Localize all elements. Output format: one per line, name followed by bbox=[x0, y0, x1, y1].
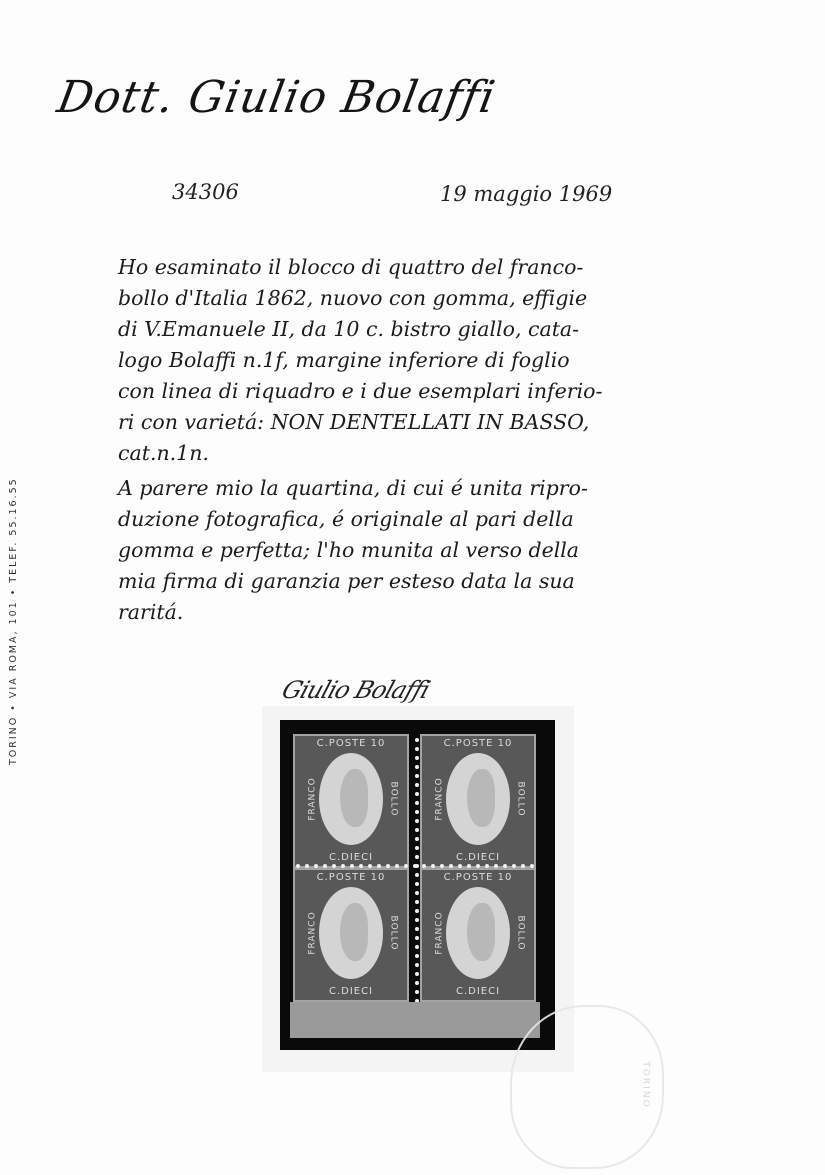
perforation-hole bbox=[314, 864, 318, 868]
perforation-hole bbox=[530, 864, 534, 868]
certificate-number: 34306 bbox=[172, 180, 239, 204]
perforation-hole bbox=[415, 936, 419, 940]
perforation-hole bbox=[415, 927, 419, 931]
perforation-hole bbox=[404, 864, 408, 868]
perforation-hole bbox=[415, 774, 419, 778]
portrait-oval bbox=[319, 753, 383, 845]
stamp-top-text: C.POSTE 10 bbox=[316, 872, 386, 883]
perforation-hole bbox=[415, 954, 419, 958]
text-line: logo Bolaffi n.1f, margine inferiore di foglio bbox=[118, 348, 570, 372]
portrait-oval bbox=[446, 753, 510, 845]
stamp-bottom-text: C.DIECI bbox=[328, 852, 374, 863]
stamp-top-right bbox=[420, 734, 536, 868]
perforation-hole bbox=[440, 864, 444, 868]
perforation-hole bbox=[449, 864, 453, 868]
stamp-top-text: C.POSTE 10 bbox=[443, 872, 513, 883]
sheet-margin-strip bbox=[290, 1002, 540, 1038]
perforation-hole bbox=[415, 918, 419, 922]
perforation-hole bbox=[521, 864, 525, 868]
stamp-bottom-left bbox=[293, 868, 409, 1002]
perforation-hole bbox=[476, 864, 480, 868]
perforation-hole bbox=[368, 864, 372, 868]
perforation-hole bbox=[503, 864, 507, 868]
perforation-hole bbox=[415, 972, 419, 976]
perforation-hole bbox=[467, 864, 471, 868]
opinion-paragraph bbox=[118, 473, 728, 628]
stamp-top-left bbox=[293, 734, 409, 868]
stamp-left-text: FRANCO bbox=[307, 911, 318, 955]
perforation-hole bbox=[415, 783, 419, 787]
perforation-hole bbox=[415, 873, 419, 877]
perforation-hole bbox=[415, 810, 419, 814]
stamp-left-text: FRANCO bbox=[307, 777, 318, 821]
perforation-hole bbox=[415, 855, 419, 859]
letterhead-name: Dott. Giulio Bolaffi bbox=[53, 72, 500, 123]
text-line: cat.n.1n. bbox=[118, 441, 209, 465]
perforation-hole bbox=[415, 990, 419, 994]
perforation-hole bbox=[395, 864, 399, 868]
stamp-bottom-text: C.DIECI bbox=[455, 852, 501, 863]
stamp-left-text: FRANCO bbox=[434, 911, 445, 955]
certificate-date: 19 maggio 1969 bbox=[440, 182, 613, 206]
perforation-hole bbox=[341, 864, 345, 868]
text-line: duzione fotografica, é originale al pari della bbox=[118, 507, 574, 531]
perforation-hole bbox=[415, 792, 419, 796]
stamp-left-text: FRANCO bbox=[434, 777, 445, 821]
perforation-hole bbox=[415, 846, 419, 850]
perforation-hole bbox=[350, 864, 354, 868]
perforation-hole bbox=[415, 738, 419, 742]
perforation-hole bbox=[415, 819, 419, 823]
perforation-hole bbox=[415, 981, 419, 985]
perforation-hole bbox=[431, 864, 435, 868]
stamp-bottom-right bbox=[420, 868, 536, 1002]
perforation-hole bbox=[485, 864, 489, 868]
perforation-hole bbox=[415, 882, 419, 886]
text-line: ri con varietá: NON DENTELLATI IN BASSO, bbox=[118, 410, 590, 434]
perforation-hole bbox=[494, 864, 498, 868]
text-line: raritá. bbox=[118, 600, 184, 624]
stamp-bottom-text: C.DIECI bbox=[455, 986, 501, 997]
perforation-hole bbox=[415, 891, 419, 895]
perforation-hole bbox=[415, 864, 419, 868]
perforation-hole bbox=[415, 747, 419, 751]
perforation-hole bbox=[458, 864, 462, 868]
sidebar-address: TORINO • VIA ROMA, 101 • TELEF. 55.16.55 bbox=[8, 477, 19, 765]
perforation-hole bbox=[415, 765, 419, 769]
perforation-hole bbox=[415, 828, 419, 832]
stamp-right-text: BOLLO bbox=[388, 781, 399, 817]
perforation-hole bbox=[415, 756, 419, 760]
perforation-hole bbox=[296, 864, 300, 868]
text-line: mia firma di garanzia per esteso data la sua bbox=[118, 569, 575, 593]
perforation-hole bbox=[512, 864, 516, 868]
text-line: A parere mio la quartina, di cui é unita ripro- bbox=[118, 476, 588, 500]
stamp-right-text: BOLLO bbox=[388, 915, 399, 951]
portrait-oval bbox=[319, 887, 383, 979]
text-line: bollo d'Italia 1862, nuovo con gomma, effigie bbox=[118, 286, 588, 310]
perforation-hole bbox=[323, 864, 327, 868]
signature: Giulio Bolaffi bbox=[278, 676, 433, 704]
stamp-right-text: BOLLO bbox=[515, 915, 526, 951]
perforation-hole bbox=[305, 864, 309, 868]
stamp-top-text: C.POSTE 10 bbox=[316, 738, 386, 749]
stamp-bottom-text: C.DIECI bbox=[328, 986, 374, 997]
perforation-hole bbox=[415, 801, 419, 805]
stamp-right-text: BOLLO bbox=[515, 781, 526, 817]
perforation-hole bbox=[415, 909, 419, 913]
text-line: con linea di riquadro e i due esemplari inferio- bbox=[118, 379, 603, 403]
perforation-hole bbox=[377, 864, 381, 868]
portrait-oval bbox=[446, 887, 510, 979]
embossed-seal-text: TORINO bbox=[640, 1061, 651, 1109]
perforation-hole bbox=[359, 864, 363, 868]
perforation-hole bbox=[332, 864, 336, 868]
perforation-hole bbox=[415, 963, 419, 967]
text-line: di V.Emanuele II, da 10 c. bistro giallo, cata- bbox=[118, 317, 580, 341]
perforation-hole bbox=[415, 837, 419, 841]
examination-paragraph bbox=[118, 252, 728, 469]
perforation-hole bbox=[422, 864, 426, 868]
perforation-hole bbox=[415, 945, 419, 949]
text-line: Ho esaminato il blocco di quattro del franco- bbox=[118, 255, 584, 279]
perforation-hole bbox=[386, 864, 390, 868]
stamp-top-text: C.POSTE 10 bbox=[443, 738, 513, 749]
perforation-hole bbox=[415, 900, 419, 904]
text-line: gomma e perfetta; l'ho munita al verso della bbox=[118, 538, 580, 562]
